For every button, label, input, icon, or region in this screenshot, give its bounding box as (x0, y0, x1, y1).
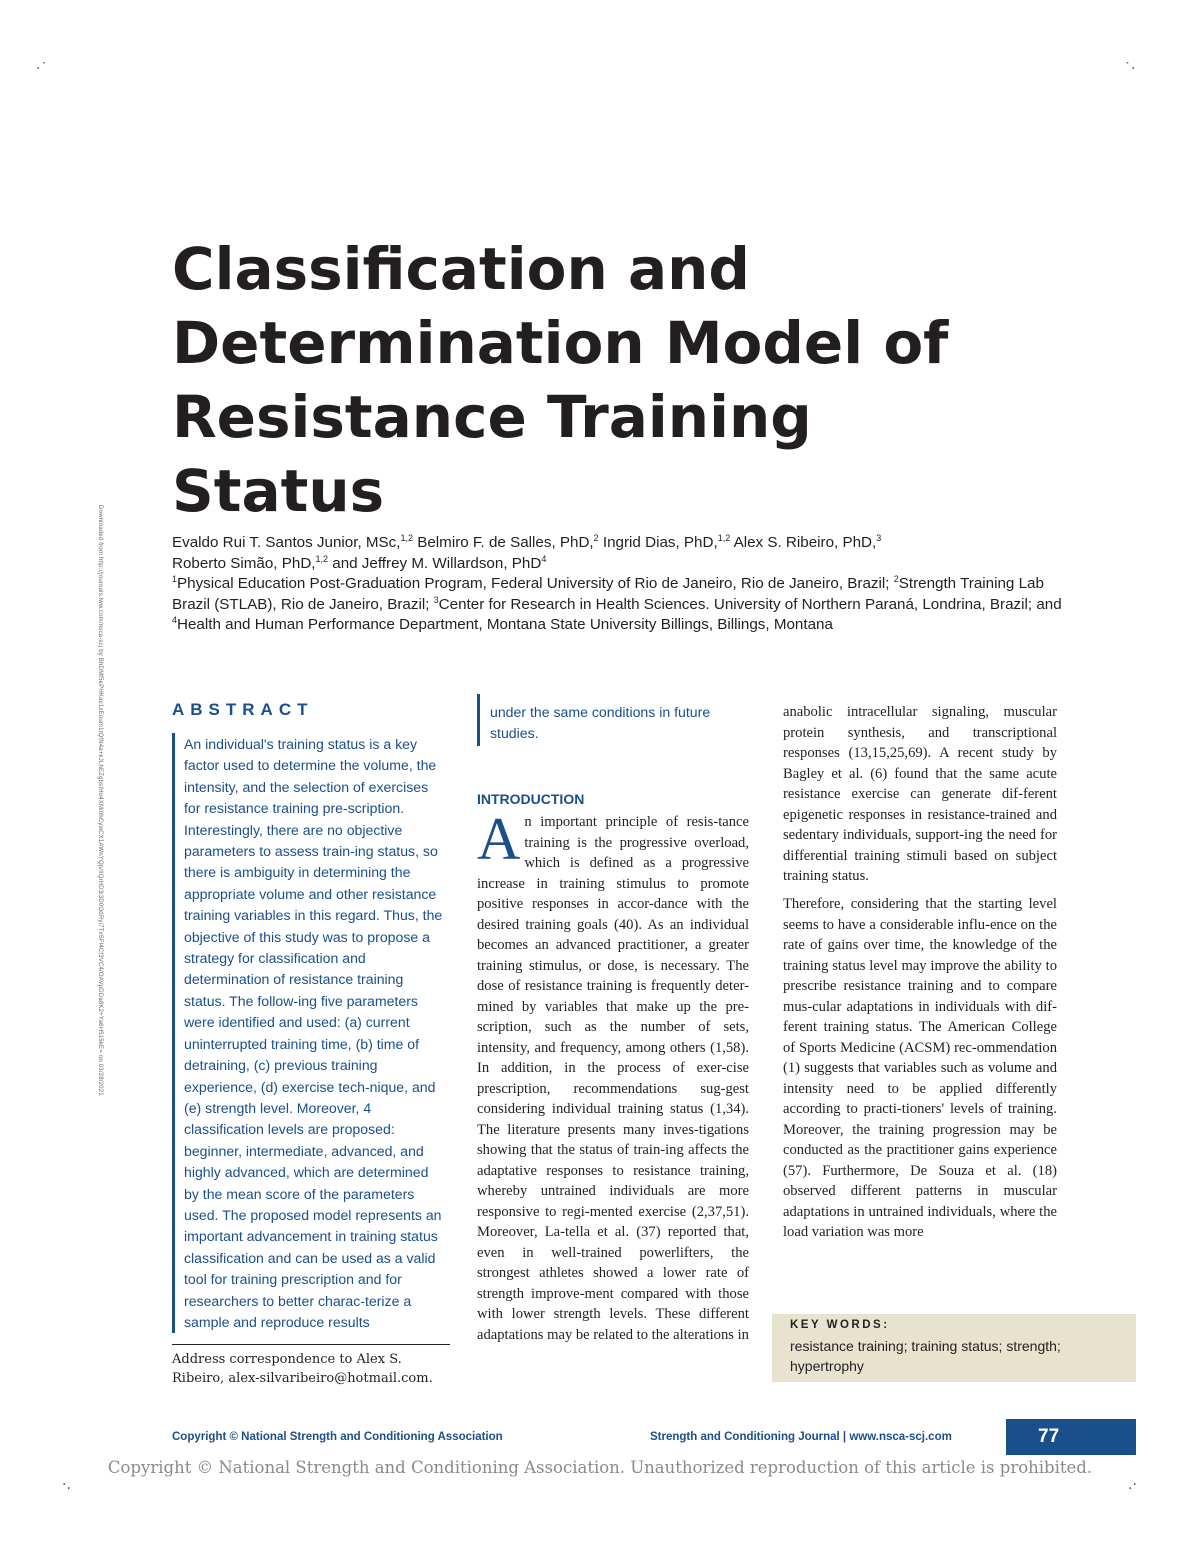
author-sup: 4 (541, 553, 547, 564)
author-roberto: Roberto Simão, PhD, (172, 554, 316, 572)
affiliation-2: Strength Training Lab Brazil (STLAB), Rio de Janeiro, Brazil; (172, 575, 1044, 613)
author-alex: Alex S. Ribeiro, PhD, (730, 534, 877, 551)
footer-journal: Strength and Conditioning Journal | www.nsca-scj.com (650, 1431, 952, 1443)
download-note-text: Downloaded from http://journals.lww.com/nsca-scj by BhDMf5ePHKav1zEoum1tQfN4a+kJLhEZgbsIHo4XMi0hCywCX1AWnYQp/IlQrHD3i3D0OdRyi7TvSFl4Cf3VC4/OAVpDDa8K2+Ya6H515kE= on 03/28/2021 (97, 505, 103, 1096)
crop-mark-top-left: ·˙ (36, 61, 48, 77)
affiliation-sup: 1 (172, 573, 178, 584)
affiliation-1: Physical Education Post-Graduation Program, Federal University of Rio de Janeiro, Rio de Janeiro, Brazil; (177, 575, 894, 592)
keywords-heading: KEY WORDS: (790, 1319, 890, 1331)
author-evaldo: Evaldo Rui T. Santos Junior, MSc, (172, 534, 401, 551)
footer-copyright: Copyright © National Strength and Conditioning Association (172, 1431, 503, 1443)
author-block (172, 533, 1062, 636)
author-list (172, 534, 881, 572)
author-sup: 1,2 (717, 532, 731, 543)
affiliation-sup: 4 (172, 614, 178, 625)
title-line: Determination Model of (172, 309, 949, 377)
affiliation-3: Center for Research in Health Sciences. University of Northern Paraná, Londrina, Brazil; and (438, 595, 1062, 613)
author-ingrid: Ingrid Dias, PhD, (598, 534, 718, 551)
introduction-column-text (477, 806, 749, 1345)
affiliation-4: Health and Human Performance Department, Montana State University Billings, Billings, Montana (177, 616, 833, 633)
abstract-text-continued: under the same conditions in future studies. (490, 704, 711, 742)
introduction-paragraph-continued: anabolic intracellular signaling, muscular protein synthesis, and transcriptional responses (13,15,25,69). A recent study by Bagley et al. (6) found that the same acute resistance exercise can generate dif-ferent epigenetic responses in resistance-trained and sedentary individuals, support-ing the need for differential training stimuli based on subject training status. (783, 704, 1057, 884)
author-sup: 3 (876, 532, 882, 543)
author-belmiro: Belmiro F. de Salles, PhD, (413, 534, 594, 551)
abstract-rule (172, 733, 175, 1333)
title-line: Resistance Training (172, 383, 812, 451)
introduction-paragraph-2: Therefore, considering that the starting level seems to have a considerable influ-ence on the rate of gains over time, the knowledge of the training status level may improve the ability to prescribe resistance training and to compare mus-cular adaptations in individuals with dif-ferent training status. The American College of Sports Medicine (ACSM) rec-ommendation (1) suggests that variables such as volume and intensity need to be applied differently according to practi-tioners' levels of training. Moreover, the training progression may be conducted as the practitioner gains experience (57). Furthermore, De Souza et al. (18) observed different patterns in muscular adaptations in untrained individuals, where the load variation was more (783, 896, 1057, 1240)
abstract-rule-continued (477, 694, 480, 746)
affiliation-sup: 2 (893, 573, 899, 584)
author-jeffrey: and Jeffrey M. Willardson, PhD (328, 554, 542, 572)
keywords-text: resistance training; training status; strength; hypertrophy (790, 1338, 1061, 1374)
correspondence-note: Address correspondence to Alex S. Ribeiro, alex-silvaribeiro@hotmail.com. (172, 1352, 433, 1386)
author-sup: 2 (593, 532, 599, 543)
correspondence-divider (172, 1344, 450, 1345)
author-sup: 1,2 (400, 532, 414, 543)
title-line: Classification and (172, 235, 750, 303)
introduction-heading: INTRODUCTION (477, 791, 585, 807)
introduction-body: n important principle of resis-tance training is the progressive overload, which is defined as a progressive increase in training stimulus to promote positive responses in accor-dance with the desired training goals (40). As an individual becomes an advanced practitioner, a greater training stimulus, or dose, is necessary. The dose of resistance training is frequently deter-mined by variables that make up the pre-scription, such as the number of sets, intensity, and frequency, among others (1,58). In addition, in the process of exer-cise prescription, recommendations sug-gest considering individual training status (1,34). The literature presents many inves-tigations showing that the status of train-ing affects the adaptative responses to resistance training, whereby untrained individuals are more responsive to regi-mented exercise (2,37,51). Moreover, La-tella et al. (37) reported that, even in well-trained powerlifters, the strongest athletes showed a lower rate of strength improve-ment compared with those with lower strength levels. These different adaptations may be related to the alterations in (477, 814, 749, 1343)
page-number: 77 (1006, 1419, 1136, 1455)
drop-cap: A (477, 806, 521, 872)
affiliations (172, 575, 1062, 633)
article-title (172, 232, 1072, 528)
download-note (95, 505, 105, 1155)
crop-mark-top-right: ˙· (1124, 61, 1136, 77)
copyright-notice: Copyright © National Strength and Conditioning Association. Unauthorized reproduction of this article is prohibited. (107, 1458, 1093, 1477)
author-sup: 1,2 (315, 553, 329, 564)
affiliation-sup: 3 (433, 594, 439, 605)
crop-mark-bottom-left: ·. (62, 1477, 71, 1493)
abstract-heading: ABSTRACT (172, 700, 314, 719)
title-line: Status (172, 457, 385, 525)
abstract-text: An individual's training status is a key factor used to determine the volume, the intensity, and the selection of exercises for resistance training pre-scription. Interestingly, there are no objective parameters to assess train-ing status, so there is ambiguity in determining the appropriate volume and other resistance training variables in this regard. Thus, the objective of this study was to propose a strategy for classification and determination of resistance training status. The follow-ing five parameters were identified and used: (a) current uninterrupted training time, (b) time of detraining, (c) previous training experience, (d) exercise tech-nique, and (e) strength level. Moreover, 4 classification levels are proposed: beginner, intermediate, advanced, and highly advanced, which are determined by the mean score of the parameters used. The proposed model represents an important advancement in training status classification and can be used as a valid tool for training prescription and for researchers to better charac-terize a sample and reproduce results (184, 736, 443, 1330)
crop-mark-bottom-right: .· (1128, 1477, 1137, 1493)
